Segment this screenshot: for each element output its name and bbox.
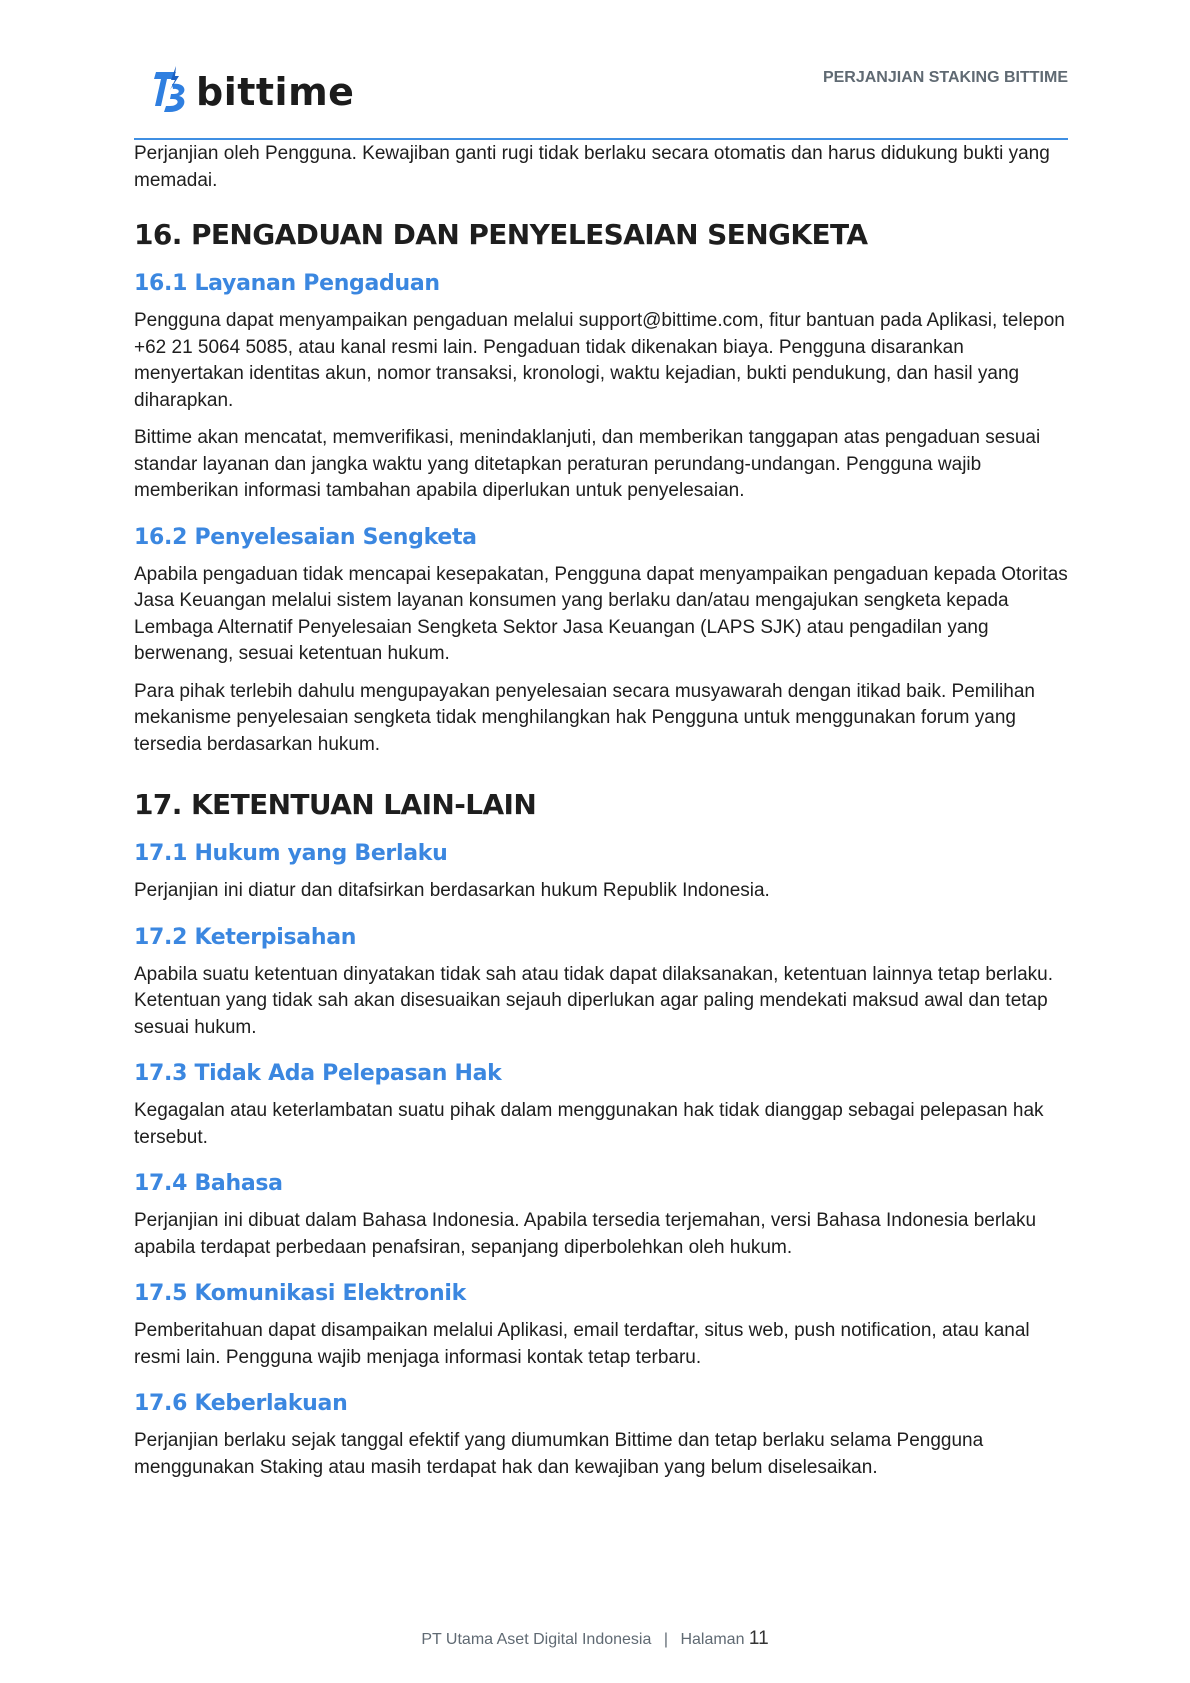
paragraph: Apabila suatu ketentuan dinyatakan tidak sah atau tidak dapat dilaksanakan, ketentuan lainnya tetap berlaku. Ketentuan yang tidak sah akan disesuaikan sejauh diperlukan agar paling mendekati maksud awal dan tetap sesuai hukum. [134,963,1053,1038]
footer-separator: | [663,1631,668,1648]
paragraph: Kegagalan atau keterlambatan suatu pihak dalam menggunakan hak tidak dianggap sebagai pelepasan hak tersebut. [134,1100,1044,1148]
page-header [134,60,1068,140]
document-title: PERJANJIAN STAKING BITTIME [822,69,1068,86]
subsection-heading: 17.5 Komunikasi Elektronik [134,1281,466,1306]
paragraph: Para pihak terlebih dahulu mengupayakan penyelesaian secara musyawarah dengan itikad baik. Pemilihan mekanisme penyelesaian sengketa tidak menghilangkan hak Pengguna untuk menggunakan forum yang tersedia berdasarkan hukum. [134,680,1035,755]
paragraph: Bittime akan mencatat, memverifikasi, menindaklanjuti, dan memberikan tanggapan atas pengaduan sesuai standar layanan dan jangka waktu yang ditetapkan peraturan perundang-undangan. Pengguna wajib memberikan informasi tambahan apabila diperlukan untuk penyelesaian. [134,427,1041,501]
footer-page-label: Halaman [680,1631,745,1648]
paragraph: Pemberitahuan dapat disampaikan melalui Aplikasi, email terdaftar, situs web, push notification, atau kanal resmi lain. Pengguna wajib menjaga informasi kontak tetap terbaru. [134,1320,1030,1368]
footer-company: PT Utama Aset Digital Indonesia [421,1631,652,1648]
footer-page-number: 11 [748,1628,769,1649]
section-heading: 16. PENGADUAN DAN PENYELESAIAN SENGKETA [134,218,868,251]
paragraph: Perjanjian berlaku sejak tanggal efektif yang diumumkan Bittime dan tetap berlaku selama Pengguna menggunakan Staking atau masih terdapat hak dan kewajiban yang belum diselesaikan. [134,1430,984,1478]
paragraph: Perjanjian ini dibuat dalam Bahasa Indonesia. Apabila tersedia terjemahan, versi Bahasa Indonesia berlaku apabila terdapat perbedaan penafsiran, sepanjang diperbolehkan oleh hukum. [134,1210,1037,1258]
subsection-heading: 17.4 Bahasa [134,1171,283,1196]
section-heading: 17. KETENTUAN LAIN-LAIN [134,788,537,821]
paragraph: Pengguna dapat menyampaikan pengaduan melalui support@bittime.com, fitur bantuan pada Aplikasi, telepon +62 21 5064 5085, atau kanal resmi lain. Pengaduan tidak dikenakan biaya. Pengguna disarankan menyertakan identitas akun, nomor transaksi, kronologi, waktu kejadian, bukti pendukung, dan hasil yang diharapkan. [134,310,1065,411]
subsection-heading: 17.1 Hukum yang Berlaku [134,841,448,866]
page-footer [0,1628,1190,1650]
subsection-heading: 17.2 Keterpisahan [134,924,357,950]
bittime-logo-icon [152,66,190,118]
page-content [134,141,1068,1481]
intro-paragraph: Perjanjian oleh Pengguna. Kewajiban ganti rugi tidak berlaku secara otomatis dan harus didukung bukti yang memadai. [134,143,1050,191]
paragraph: Perjanjian ini diatur dan ditafsirkan berdasarkan hukum Republik Indonesia. [134,880,770,901]
paragraph: Apabila pengaduan tidak mencapai kesepakatan, Pengguna dapat menyampaikan pengaduan kepada Otoritas Jasa Keuangan melalui sistem layanan konsumen yang berlaku dan/atau mengajukan sengketa kepada Lembaga Alternatif Penyelesaian Sengketa Sektor Jasa Keuangan (LAPS SJK) atau pengadilan yang berwenang, sesuai ketentuan hukum. [134,563,1068,664]
subsection-heading: 17.6 Keberlakuan [134,1391,348,1416]
logo-text: bittime [196,70,355,114]
subsection-heading: 16.2 Penyelesaian Sengketa [134,524,477,550]
header-divider [134,138,1068,140]
logo [152,66,354,118]
subsection-heading: 16.1 Layanan Pengaduan [134,271,440,296]
subsection-heading: 17.3 Tidak Ada Pelepasan Hak [134,1061,502,1086]
